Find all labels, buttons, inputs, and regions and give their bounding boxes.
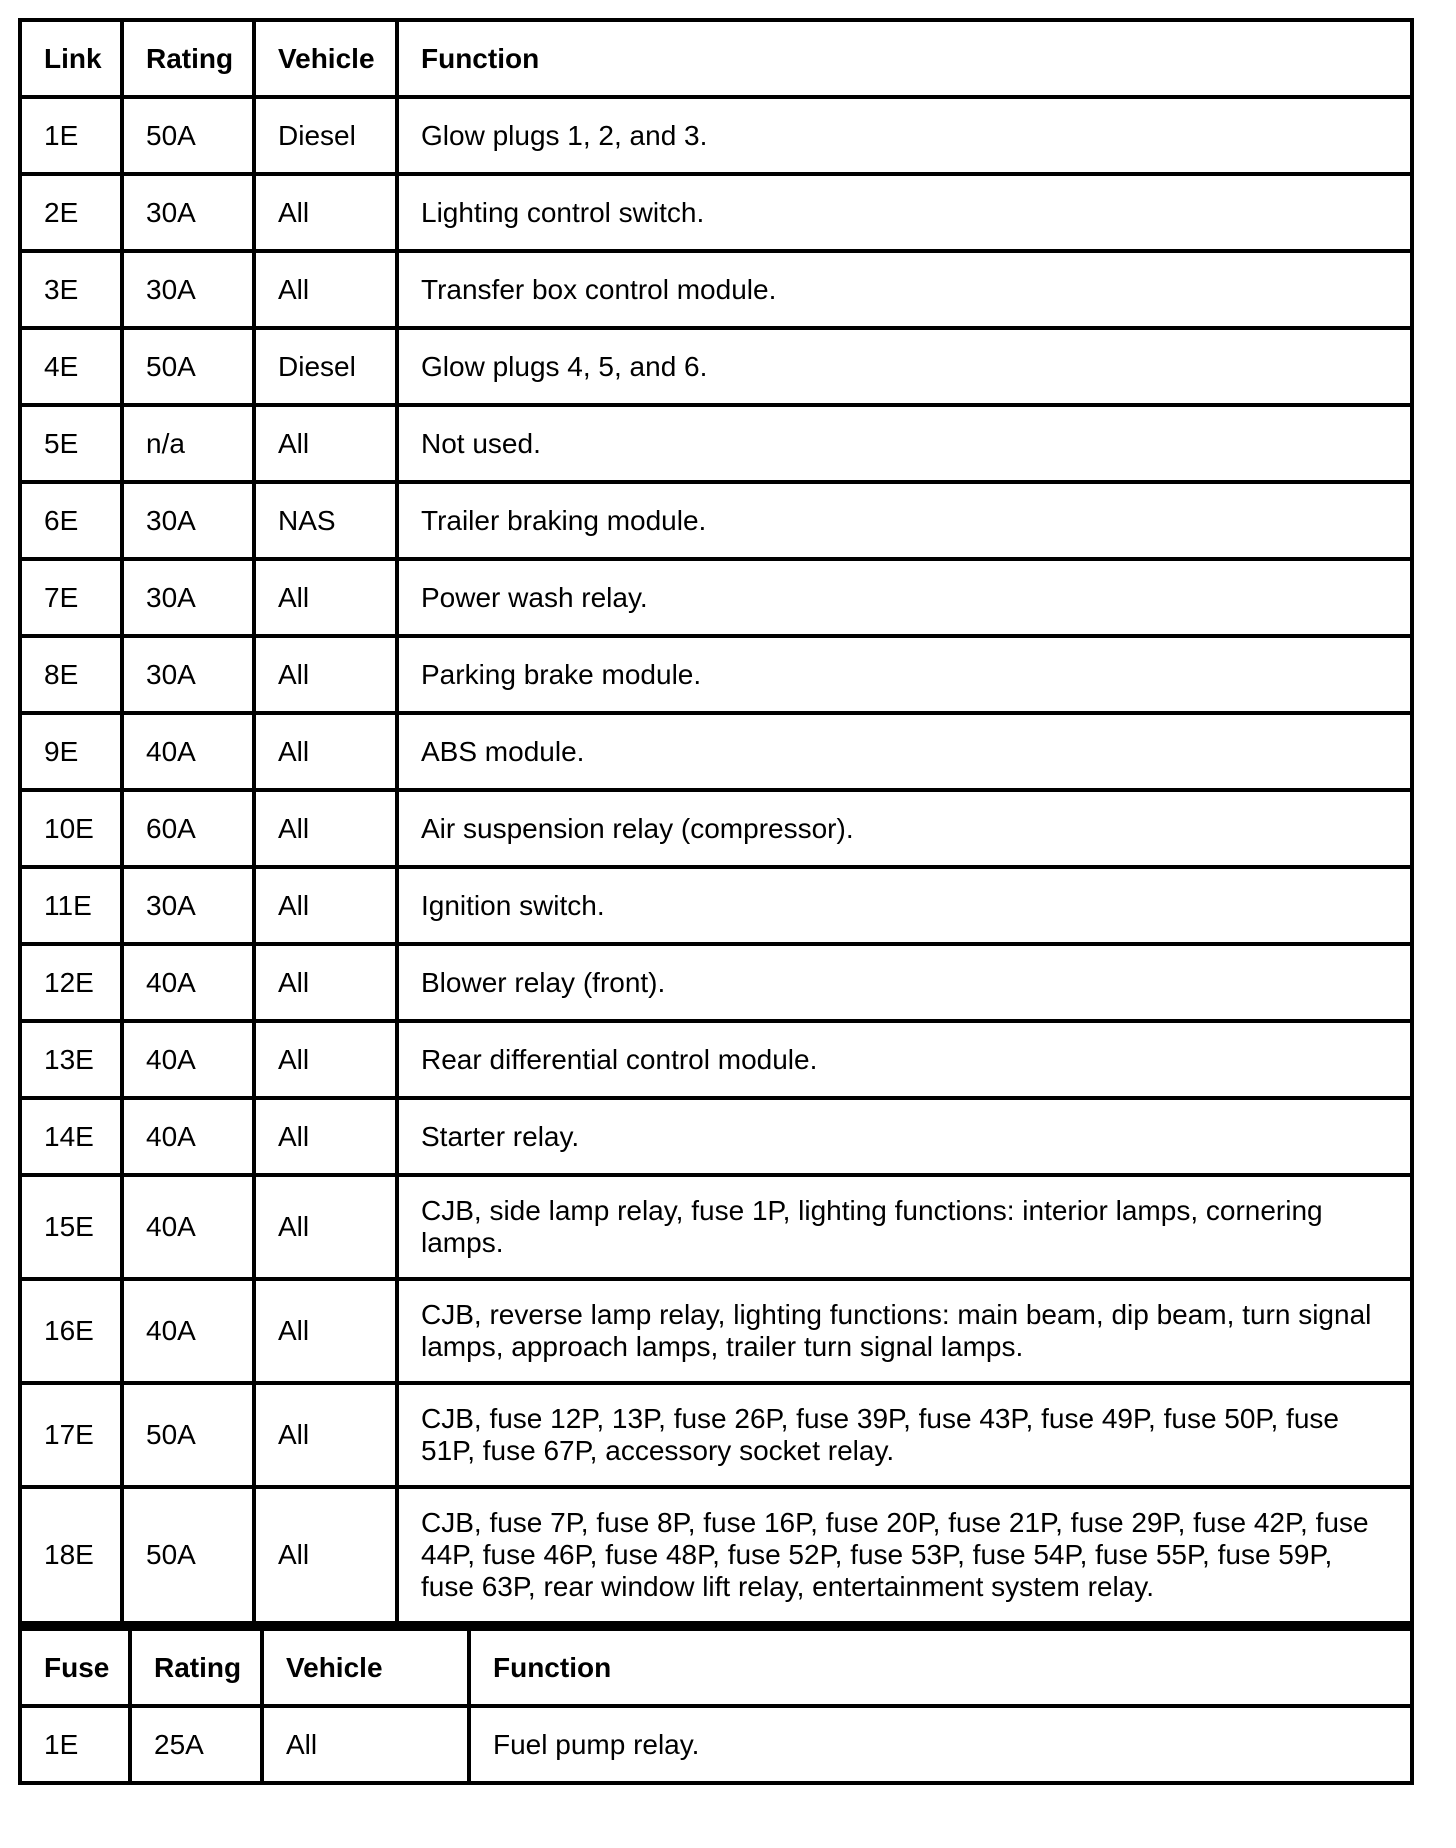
cell-vehicle: All xyxy=(254,867,397,944)
cell-rating: 40A xyxy=(122,713,254,790)
cell-rating: 40A xyxy=(122,1021,254,1098)
cell-vehicle: All xyxy=(254,1487,397,1623)
cell-fuse: 1E xyxy=(20,1706,130,1783)
cell-function: Parking brake module. xyxy=(397,636,1412,713)
cell-function: Glow plugs 1, 2, and 3. xyxy=(397,97,1412,174)
fuse-link-document xyxy=(18,18,1410,1785)
cell-link: 10E xyxy=(20,790,122,867)
table-row xyxy=(20,1175,1412,1279)
header-vehicle: Vehicle xyxy=(262,1628,469,1706)
cell-vehicle: All xyxy=(254,405,397,482)
cell-rating: n/a xyxy=(122,405,254,482)
table-row xyxy=(20,713,1412,790)
cell-link: 2E xyxy=(20,174,122,251)
cell-function: Ignition switch. xyxy=(397,867,1412,944)
cell-rating: 30A xyxy=(122,174,254,251)
header-vehicle: Vehicle xyxy=(254,20,397,97)
cell-link: 15E xyxy=(20,1175,122,1279)
cell-rating: 40A xyxy=(122,1175,254,1279)
cell-link: 5E xyxy=(20,405,122,482)
cell-vehicle: All xyxy=(254,636,397,713)
cell-vehicle: All xyxy=(254,944,397,1021)
cell-function: Air suspension relay (compressor). xyxy=(397,790,1412,867)
cell-rating: 30A xyxy=(122,559,254,636)
link-table-header xyxy=(20,20,1412,97)
table-row xyxy=(20,1098,1412,1175)
table-row xyxy=(20,944,1412,1021)
cell-function: Power wash relay. xyxy=(397,559,1412,636)
table-row xyxy=(20,482,1412,559)
cell-rating: 25A xyxy=(130,1706,262,1783)
cell-link: 11E xyxy=(20,867,122,944)
cell-function: ABS module. xyxy=(397,713,1412,790)
fuse-table-header xyxy=(20,1628,1412,1706)
table-row xyxy=(20,251,1412,328)
cell-vehicle: Diesel xyxy=(254,97,397,174)
cell-vehicle: All xyxy=(254,1021,397,1098)
table-row xyxy=(20,867,1412,944)
cell-function: Not used. xyxy=(397,405,1412,482)
cell-vehicle: All xyxy=(262,1706,469,1783)
table-row xyxy=(20,328,1412,405)
cell-rating: 30A xyxy=(122,867,254,944)
table-row xyxy=(20,1383,1412,1487)
cell-vehicle: Diesel xyxy=(254,328,397,405)
cell-function: Glow plugs 4, 5, and 6. xyxy=(397,328,1412,405)
cell-link: 14E xyxy=(20,1098,122,1175)
header-function: Function xyxy=(397,20,1412,97)
cell-vehicle: All xyxy=(254,1279,397,1383)
table-row xyxy=(20,1021,1412,1098)
cell-function: Blower relay (front). xyxy=(397,944,1412,1021)
cell-rating: 50A xyxy=(122,1487,254,1623)
cell-vehicle: All xyxy=(254,1098,397,1175)
table-row xyxy=(20,97,1412,174)
cell-function: CJB, side lamp relay, fuse 1P, lighting functions: interior lamps, cornering lamps. xyxy=(397,1175,1412,1279)
cell-rating: 50A xyxy=(122,328,254,405)
cell-vehicle: All xyxy=(254,790,397,867)
cell-rating: 30A xyxy=(122,636,254,713)
fuse-table xyxy=(18,1625,1414,1785)
cell-rating: 30A xyxy=(122,482,254,559)
cell-link: 9E xyxy=(20,713,122,790)
cell-rating: 60A xyxy=(122,790,254,867)
table-row xyxy=(20,559,1412,636)
cell-vehicle: All xyxy=(254,174,397,251)
table-row xyxy=(20,790,1412,867)
header-fuse: Fuse xyxy=(20,1628,130,1706)
cell-function: Transfer box control module. xyxy=(397,251,1412,328)
cell-function: Lighting control switch. xyxy=(397,174,1412,251)
cell-vehicle: NAS xyxy=(254,482,397,559)
cell-rating: 50A xyxy=(122,1383,254,1487)
table-row xyxy=(20,405,1412,482)
cell-link: 6E xyxy=(20,482,122,559)
table-row xyxy=(20,174,1412,251)
header-rating: Rating xyxy=(122,20,254,97)
cell-link: 1E xyxy=(20,97,122,174)
cell-link: 13E xyxy=(20,1021,122,1098)
cell-function: Starter relay. xyxy=(397,1098,1412,1175)
cell-link: 18E xyxy=(20,1487,122,1623)
cell-rating: 40A xyxy=(122,1279,254,1383)
cell-function: CJB, reverse lamp relay, lighting functions: main beam, dip beam, turn signal lamps, approach lamps, trailer turn signal lamps. xyxy=(397,1279,1412,1383)
header-rating: Rating xyxy=(130,1628,262,1706)
cell-function: Fuel pump relay. xyxy=(469,1706,1412,1783)
cell-link: 3E xyxy=(20,251,122,328)
cell-function: Rear differential control module. xyxy=(397,1021,1412,1098)
cell-function: Trailer braking module. xyxy=(397,482,1412,559)
cell-vehicle: All xyxy=(254,1175,397,1279)
header-function: Function xyxy=(469,1628,1412,1706)
cell-vehicle: All xyxy=(254,559,397,636)
cell-link: 17E xyxy=(20,1383,122,1487)
link-table xyxy=(18,18,1414,1625)
cell-rating: 50A xyxy=(122,97,254,174)
cell-rating: 40A xyxy=(122,1098,254,1175)
cell-vehicle: All xyxy=(254,713,397,790)
cell-vehicle: All xyxy=(254,1383,397,1487)
cell-vehicle: All xyxy=(254,251,397,328)
table-row xyxy=(20,1706,1412,1783)
cell-link: 4E xyxy=(20,328,122,405)
cell-link: 12E xyxy=(20,944,122,1021)
table-row xyxy=(20,1279,1412,1383)
cell-link: 7E xyxy=(20,559,122,636)
table-row xyxy=(20,1487,1412,1623)
cell-link: 16E xyxy=(20,1279,122,1383)
cell-rating: 40A xyxy=(122,944,254,1021)
cell-rating: 30A xyxy=(122,251,254,328)
cell-link: 8E xyxy=(20,636,122,713)
cell-function: CJB, fuse 7P, fuse 8P, fuse 16P, fuse 20P, fuse 21P, fuse 29P, fuse 42P, fuse 44P, fuse 46P, fuse 48P, fuse 52P, fuse 53P, fuse 54P, fuse 55P, fuse 59P, fuse 63P, rear window lift relay, entertainment system relay. xyxy=(397,1487,1412,1623)
header-link: Link xyxy=(20,20,122,97)
table-row xyxy=(20,636,1412,713)
cell-function: CJB, fuse 12P, 13P, fuse 26P, fuse 39P, fuse 43P, fuse 49P, fuse 50P, fuse 51P, fuse 67P, accessory socket relay. xyxy=(397,1383,1412,1487)
